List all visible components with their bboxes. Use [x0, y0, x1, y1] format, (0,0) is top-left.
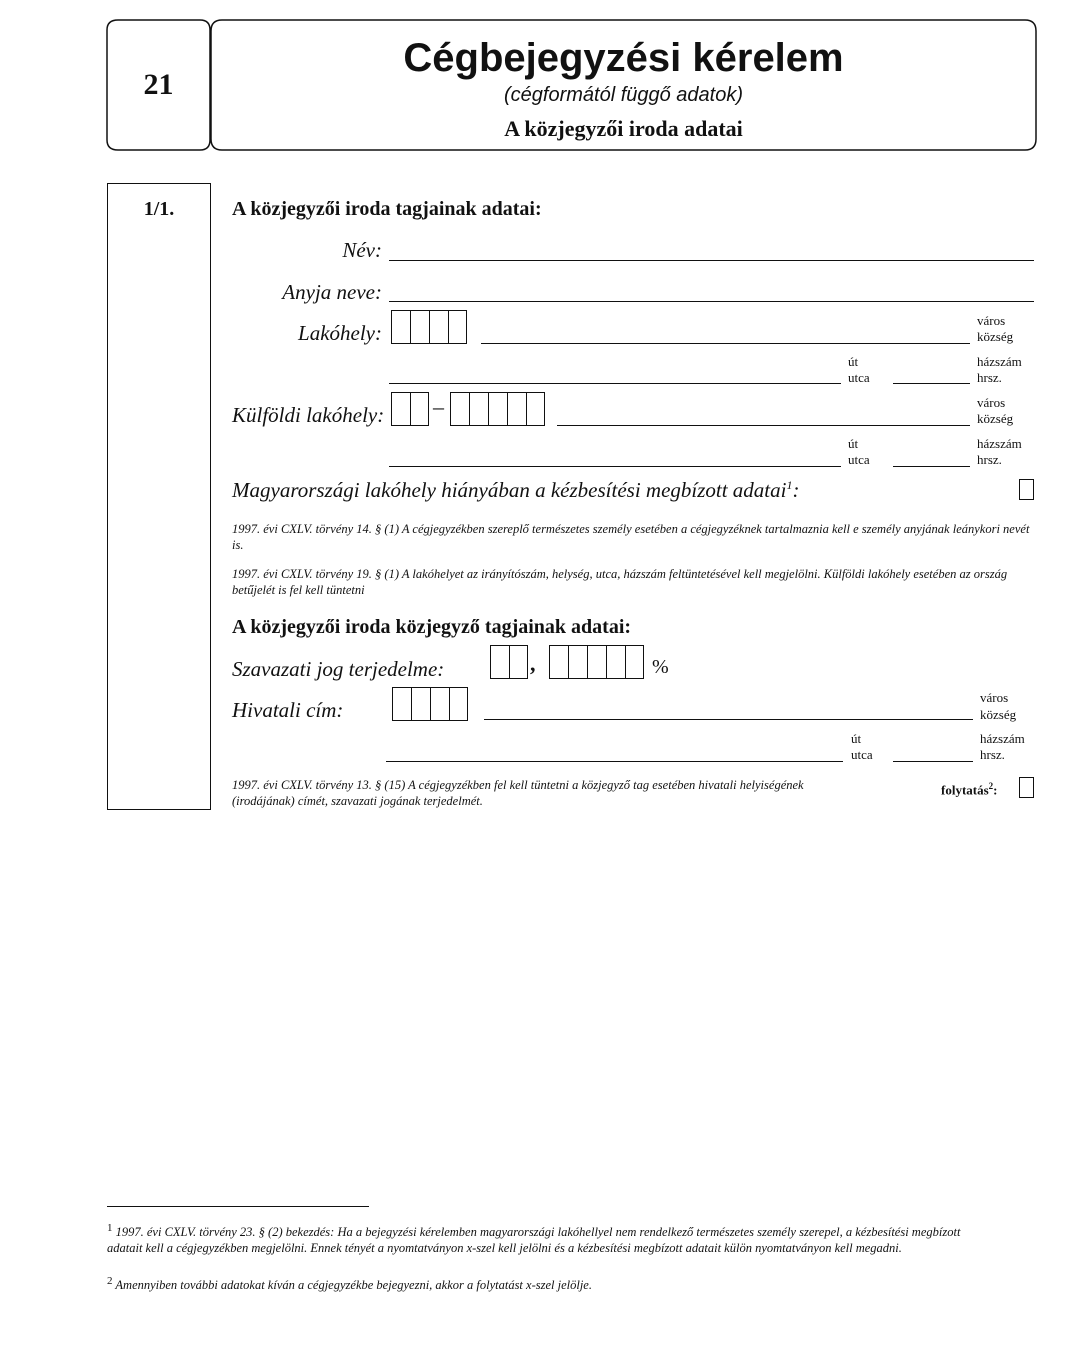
footnote-2-number: 2 [107, 1275, 113, 1287]
office-village-label: község [980, 707, 1017, 722]
foreign-city-input[interactable] [557, 425, 970, 426]
office-housenumber-label: házszám [980, 731, 1025, 746]
mother-name-label: Anyja neve: [282, 280, 382, 304]
office-postcode-input[interactable] [392, 687, 468, 721]
continuation-colon: : [993, 782, 998, 798]
footnote-ref-2: 2 [988, 781, 994, 791]
foreign-plot-label: hrsz. [977, 452, 1002, 467]
section-number-frame [107, 183, 211, 810]
continuation-checkbox[interactable] [1019, 777, 1034, 798]
section-number: 1/1. [143, 198, 175, 220]
residence-village-label: község [977, 329, 1014, 344]
foreign-dash: – [433, 394, 444, 419]
name-input[interactable] [389, 260, 1034, 261]
legal-note-1: 1997. évi CXLV. törvény 14. § (1) A cégjegyzékben szereplő természetes személy esetében a cégjegyzéknek tartalmaznia kell e személy anyjának leánykori nevét is. [232, 522, 1030, 552]
residence-housenumber-input[interactable] [893, 383, 970, 384]
delivery-agent-colon: : [792, 478, 800, 502]
footnote-2 [107, 1273, 992, 1293]
footnote-1-number: 1 [107, 1222, 113, 1234]
residence-city-input[interactable] [481, 343, 970, 344]
form-subtitle: (cégformától függő adatok) [503, 84, 744, 106]
office-plot-label: hrsz. [980, 747, 1005, 762]
delivery-agent-label [232, 478, 799, 503]
foreign-postcode-input[interactable] [450, 392, 545, 426]
legal-note-2: 1997. évi CXLV. törvény 19. § (1) A lakóhelyet az irányítószám, helység, utca, házszám feltüntetésével kell megjelölni. Külföldi lakóhely esetében az ország betűjelét is fel kell tüntetni [232, 567, 1008, 597]
voting-percent: % [652, 656, 669, 678]
office-housenumber-input[interactable] [893, 761, 973, 762]
voting-integer-input[interactable] [490, 645, 528, 679]
foreign-village-label: község [977, 411, 1014, 426]
office-street-input[interactable] [386, 761, 843, 762]
mother-name-input[interactable] [389, 301, 1034, 302]
footnote-2-text: Amennyiben további adatokat kíván a cégjegyzékbe bejegyezni, akkor a folytatást x-szel jelölje. [115, 1278, 592, 1293]
foreign-road-label: út [848, 436, 859, 451]
residence-street-label: utca [848, 370, 870, 385]
footnote-1-text: 1997. évi CXLV. törvény 23. § (2) bekezdés: Ha a bejegyzési kérelemben magyarországi lakóhellyel nem rendelkező természetes személy szerepel, a kézbesítési megbízott adatait kell a cégjegyzékben megjelölni. Ennek tényét a nyomtatványon x-szel kell jelölni és a kézbesítési megbízott adatait külön nyomtatványon kell megadni. [107, 1225, 961, 1256]
foreign-street-input[interactable] [389, 466, 841, 467]
footnote-1 [107, 1220, 992, 1256]
section-title: A közjegyzői iroda adatai [504, 116, 743, 141]
foreign-residence-label: Külföldi lakóhely: [232, 403, 385, 427]
form-title: Cégbejegyzési kérelem [403, 36, 844, 80]
foreign-country-code-input[interactable] [391, 392, 429, 426]
delivery-agent-checkbox[interactable] [1019, 479, 1034, 500]
members-heading: A közjegyzői iroda tagjainak adatai: [232, 198, 542, 220]
foreign-housenumber-label: házszám [977, 436, 1022, 451]
legal-note-3: 1997. évi CXLV. törvény 13. § (15) A cégjegyzékben fel kell tüntetni a közjegyző tag esetében hivatali helyiségének (irodájának) címét, szavazati jogának terjedelmét. [232, 778, 804, 808]
voting-decimal-input[interactable] [549, 645, 644, 679]
form-number: 21 [143, 68, 174, 101]
voting-label: Szavazati jog terjedelme: [232, 657, 445, 681]
office-road-label: út [851, 731, 862, 746]
footnote-ref-1: 1 [786, 478, 793, 492]
residence-road-label: út [848, 354, 859, 369]
residence-label: Lakóhely: [298, 321, 382, 345]
footnote-separator [107, 1206, 369, 1207]
residence-housenumber-label: házszám [977, 354, 1022, 369]
continuation-text: folytatás [941, 782, 989, 798]
residence-street-input[interactable] [389, 383, 841, 384]
foreign-street-label: utca [848, 452, 870, 467]
residence-plot-label: hrsz. [977, 370, 1002, 385]
office-address-label: Hivatali cím: [232, 698, 344, 722]
residence-postcode-input[interactable] [391, 310, 467, 344]
foreign-housenumber-input[interactable] [893, 466, 970, 467]
office-city-input[interactable] [484, 719, 973, 720]
voting-comma: , [530, 651, 536, 676]
foreign-city-label: város [977, 395, 1006, 410]
delivery-agent-text: Magyarországi lakóhely hiányában a kézbesítési megbízott adatai [232, 478, 787, 502]
notary-heading: A közjegyzői iroda közjegyző tagjainak adatai: [232, 616, 632, 638]
residence-city-label: város [977, 313, 1006, 328]
office-street-label: utca [851, 747, 873, 762]
continuation-label [941, 781, 998, 798]
name-label: Név: [342, 238, 382, 262]
office-city-label: város [980, 690, 1009, 705]
